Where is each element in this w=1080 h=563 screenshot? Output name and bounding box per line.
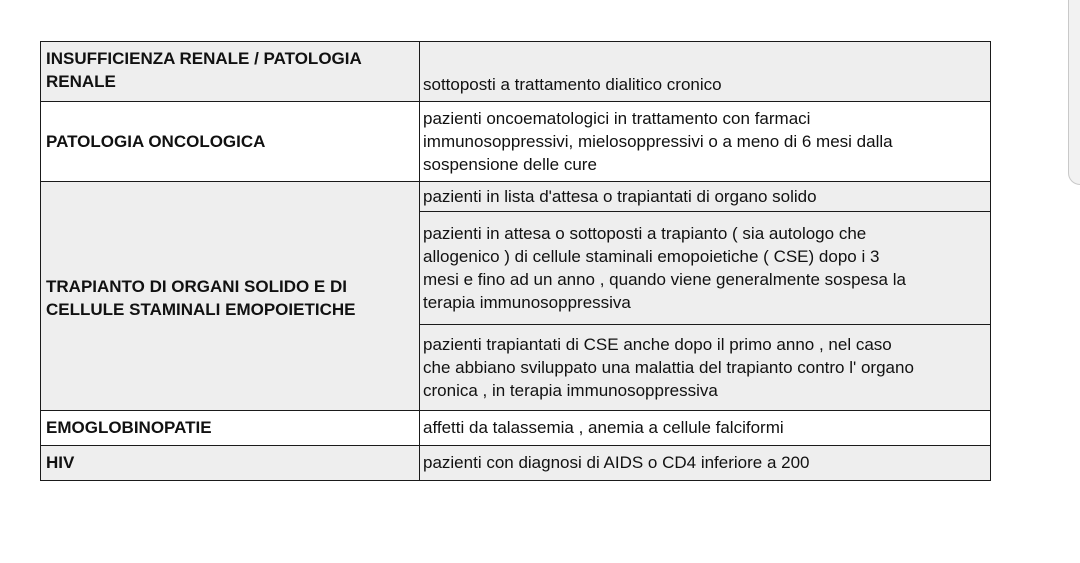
eligibility-table: [40, 41, 991, 481]
description-cell: pazienti in lista d'attesa o trapiantati di organo solido: [420, 182, 991, 212]
table-row: [41, 446, 991, 481]
table-row: [41, 411, 991, 446]
category-cell: HIV: [41, 446, 420, 481]
side-panel-edge: [1068, 0, 1080, 185]
category-cell: EMOGLOBINOPATIE: [41, 411, 420, 446]
description-cell: affetti da talassemia , anemia a cellule falciformi: [420, 411, 991, 446]
table-row: [41, 182, 991, 212]
description-cell: pazienti in attesa o sottoposti a trapianto ( sia autologo che allogenico ) di cellule staminali emopoietiche ( CSE) dopo i 3 mesi e fino ad un anno , quando viene generalmente sospesa la terapia immunosoppressiva: [420, 212, 991, 325]
description-cell: sottoposti a trattamento dialitico cronico: [420, 42, 991, 102]
description-cell: pazienti oncoematologici in trattamento con farmaci immunosoppressivi, mielosoppressivi o a meno di 6 mesi dalla sospensione delle cure: [420, 102, 991, 182]
description-cell: pazienti trapiantati di CSE anche dopo il primo anno , nel caso che abbiano sviluppato una malattia del trapianto contro l' organo cronica , in terapia immunosoppressiva: [420, 325, 991, 411]
category-cell: PATOLOGIA ONCOLOGICA: [41, 102, 420, 182]
table-row: [41, 102, 991, 182]
description-cell: pazienti con diagnosi di AIDS o CD4 inferiore a 200: [420, 446, 991, 481]
category-cell: TRAPIANTO DI ORGANI SOLIDO E DI CELLULE STAMINALI EMOPOIETICHE: [41, 182, 420, 411]
category-cell: INSUFFICIENZA RENALE / PATOLOGIA RENALE: [41, 42, 420, 102]
table-row: [41, 42, 991, 102]
